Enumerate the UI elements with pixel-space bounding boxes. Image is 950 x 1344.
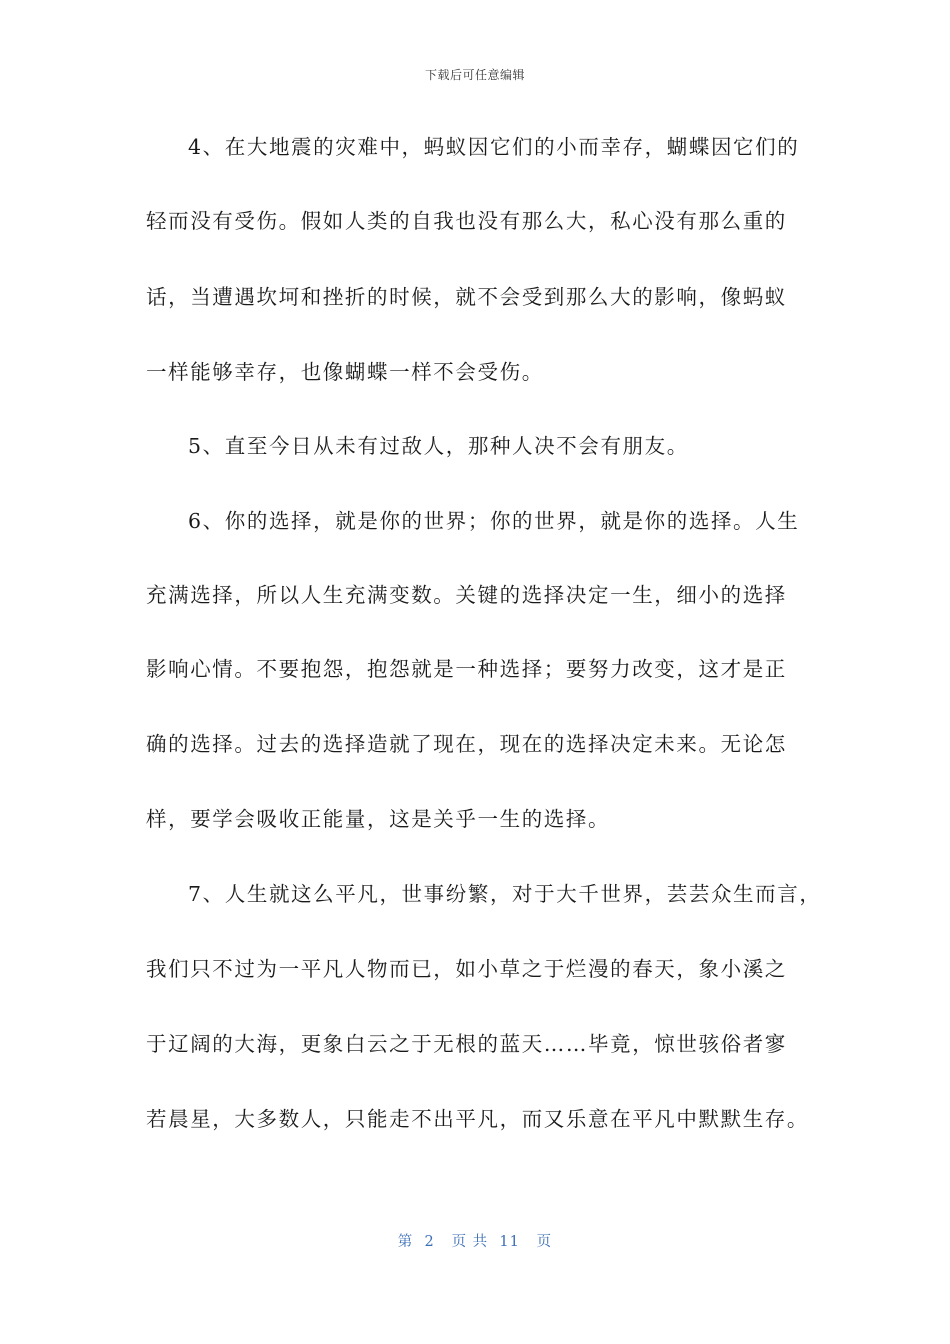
paragraph-4-line-4: 一样能够幸存，也像蝴蝶一样不会受伤。 [146, 360, 544, 384]
paragraph-4-line-3: 话，当遭遇坎坷和挫折的时候，就不会受到那么大的影响，像蚂蚁 [146, 285, 787, 309]
paragraph-4-line-1: 4、在大地震的灾难中，蚂蚁因它们的小而幸存，蝴蝶因它们的 [188, 135, 800, 159]
paragraph-6-line-5: 样，要学会吸收正能量，这是关乎一生的选择。 [146, 807, 611, 831]
paragraph-7-line-3: 于辽阔的大海，更象白云之于无根的蓝天……毕竟，惊世骇俗者寥 [146, 1032, 787, 1056]
paragraph-5-line-1: 5、直至今日从未有过敌人，那种人决不会有朋友。 [188, 434, 689, 458]
paragraph-6-line-4: 确的选择。过去的选择造就了现在，现在的选择决定未来。无论怎 [146, 732, 787, 756]
paragraph-4-line-2: 轻而没有受伤。假如人类的自我也没有那么大，私心没有那么重的 [146, 209, 787, 233]
page-header: 下载后可任意编辑 [424, 68, 525, 82]
paragraph-7-line-1: 7、人生就这么平凡，世事纷繁，对于大千世界，芸芸众生而言， [188, 882, 822, 906]
paragraph-6-line-1: 6、你的选择，就是你的世界；你的世界，就是你的选择。人生 [188, 509, 800, 533]
paragraph-7-line-4: 若晨星，大多数人，只能走不出平凡，而又乐意在平凡中默默生存。 [146, 1107, 809, 1131]
paragraph-7-line-2: 我们只不过为一平凡人物而已，如小草之于烂漫的春天，象小溪之 [146, 957, 787, 981]
paragraph-6-line-2: 充满选择，所以人生充满变数。关键的选择决定一生，细小的选择 [146, 583, 787, 607]
paragraph-6-line-3: 影响心情。不要抱怨，抱怨就是一种选择；要努力改变，这才是正 [146, 657, 787, 681]
page-number-footer: 第 2 页 共 11 页 [397, 1234, 553, 1250]
